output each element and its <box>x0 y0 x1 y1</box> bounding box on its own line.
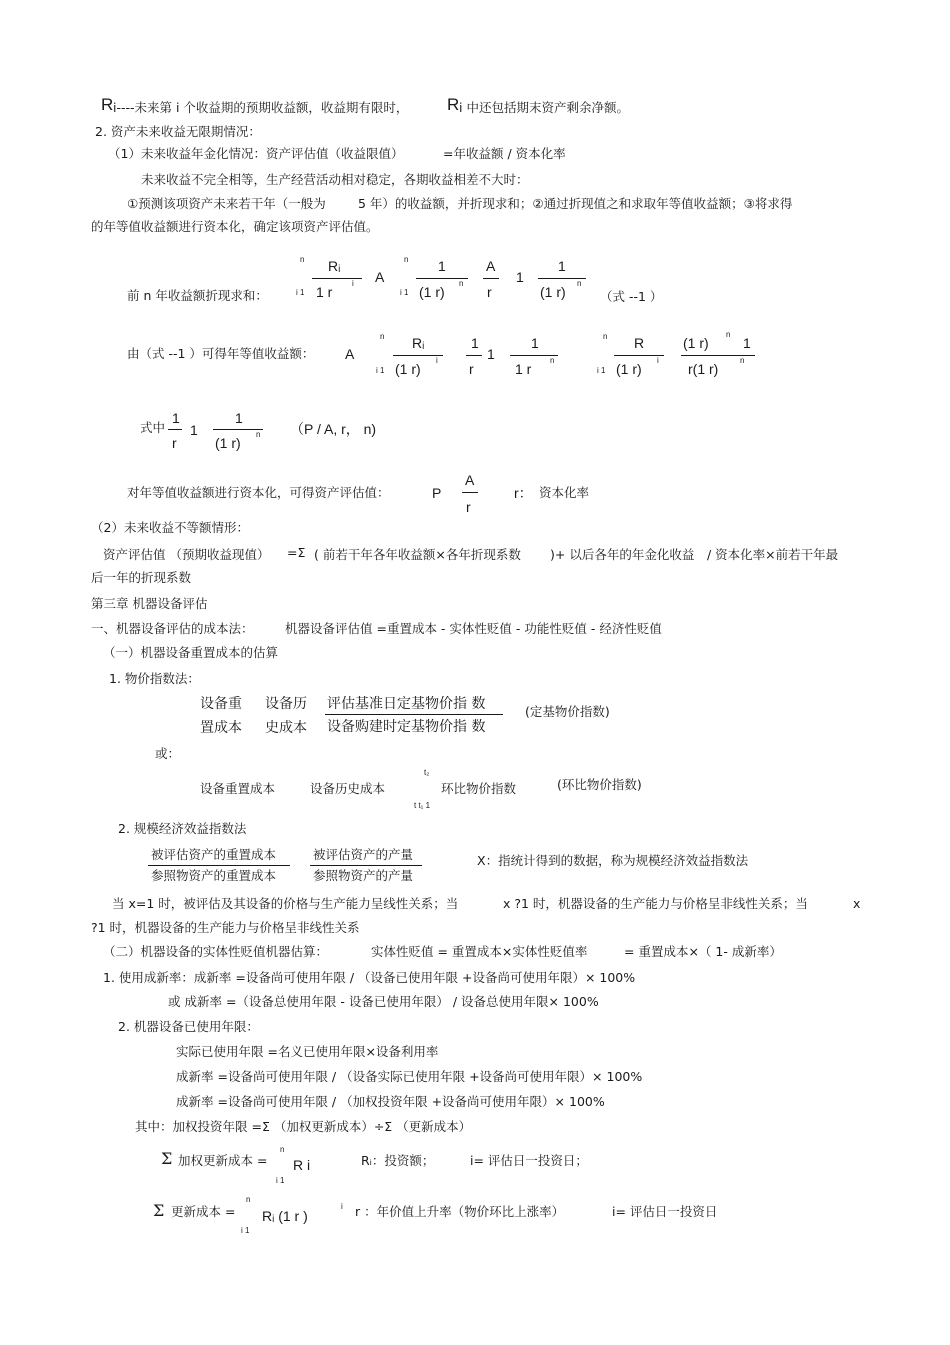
text-line: 未来收益不完全相等，生产经营活动相对稳定，各期收益相差不大时： <box>141 172 529 187</box>
text-line: 成新率 =设备尚可使用年限 / （加权投资年限 +设备尚可使用年限）× 100% <box>176 1094 605 1109</box>
formula-label: 对年等值收益额进行资本化，可得资产评估值： <box>127 485 390 500</box>
text-line: 后一年的折现系数 <box>91 570 192 585</box>
chapter-heading: 第三章 机器设备评估 <box>91 596 208 611</box>
formula-label: 前 n 年收益额折现求和： <box>127 288 268 303</box>
text-line: 成新率 =设备尚可使用年限 / （设备实际已使用年限 +设备尚可使用年限）× 100% <box>176 1069 643 1084</box>
text-line: =Σ <box>287 545 306 560</box>
text-line: 资产评估值 （预期收益现值） <box>103 547 270 562</box>
text-line: )+ 以后各年的年金化收益 <box>550 547 695 562</box>
text-line: 当 x=1 时，被评估及其设备的价格与生产能力呈线性关系；当 <box>112 896 459 911</box>
text-line: 一、机器设备评估的成本法： <box>91 621 254 636</box>
text-line: =年收益额 / 资本化率 <box>443 146 566 161</box>
formula-note: X：指统计得到的数据，称为规模经济效益指数法 <box>477 853 749 868</box>
text-line: （一）机器设备重置成本的估算 <box>103 645 279 660</box>
text-line: x ?1 时，机器设备的生产能力与价格呈非线性关系；当 <box>503 896 808 911</box>
text-line: i----未来第 i 个收益期的预期收益额，收益期有限时， <box>113 100 409 115</box>
formula-label: 式中 <box>140 420 166 435</box>
text-line: ①预测该项资产未来若干年（一般为 <box>127 196 326 211</box>
text-line: i 中还包括期末资产剩余净额。 <box>459 100 629 115</box>
text-line: 1. 物价指数法： <box>109 671 200 686</box>
text-line: x <box>853 896 861 911</box>
formula-note: 资本化率 <box>539 485 590 500</box>
formula-label: 由（式 --1 ）可得年等值收益额： <box>127 346 315 361</box>
r-symbol: R <box>101 95 114 114</box>
text-line: 实体性贬值 = 重置成本×实体性贬值率 <box>371 944 588 959</box>
text-line: （2）未来收益不等额情形： <box>91 520 249 535</box>
text-line: 2. 资产未来收益无限期情况： <box>95 124 261 139</box>
text-line: 1. 使用成新率：成新率 =设备尚可使用年限 / （设备已使用年限 +设备尚可使用年限）× 100% <box>103 970 636 985</box>
text-line: 或 成新率 =（设备总使用年限 - 设备已使用年限） / 设备总使用年限× 100% <box>168 994 599 1009</box>
text-line: ( 前若干年各年收益额×各年折现系数 <box>314 547 521 562</box>
text-line: （1）未来收益年金化情况：资产评估值（收益限值） <box>108 146 404 161</box>
text-line: 机器设备评估值 =重置成本 - 实体性贬值 - 功能性贬值 - 经济性贬值 <box>285 621 662 636</box>
text-line: 2. 机器设备已使用年限： <box>118 1019 259 1034</box>
text-line: 5 年）的收益额，并折现求和；②通过折现值之和求取年等值收益额；③将求得 <box>358 196 793 211</box>
text-line: = 重置成本×（ 1- 成新率） <box>624 944 782 959</box>
text-line: ?1 时，机器设备的生产能力与价格呈非线性关系 <box>91 920 360 935</box>
text-line: （二）机器设备的实体性贬值机器估算： <box>103 944 329 959</box>
text-line: 其中：加权投资年限 =Σ （加权更新成本）÷Σ （更新成本） <box>135 1119 472 1134</box>
formula-note: （式 --1 ） <box>600 289 663 304</box>
text-line: 或： <box>155 746 181 761</box>
r-symbol: R <box>447 95 460 114</box>
text-line: 2. 规模经济效益指数法 <box>118 821 247 836</box>
text-line: / 资本化率×前若干年最 <box>707 547 839 562</box>
text-line: 的年等值收益额进行资本化，确定该项资产评估值。 <box>91 219 379 234</box>
formula-note: (环比物价指数) <box>557 777 642 792</box>
formula-note: (定基物价指数) <box>525 704 610 719</box>
text-line: 实际已使用年限 =名义已使用年限×设备利用率 <box>176 1044 439 1059</box>
